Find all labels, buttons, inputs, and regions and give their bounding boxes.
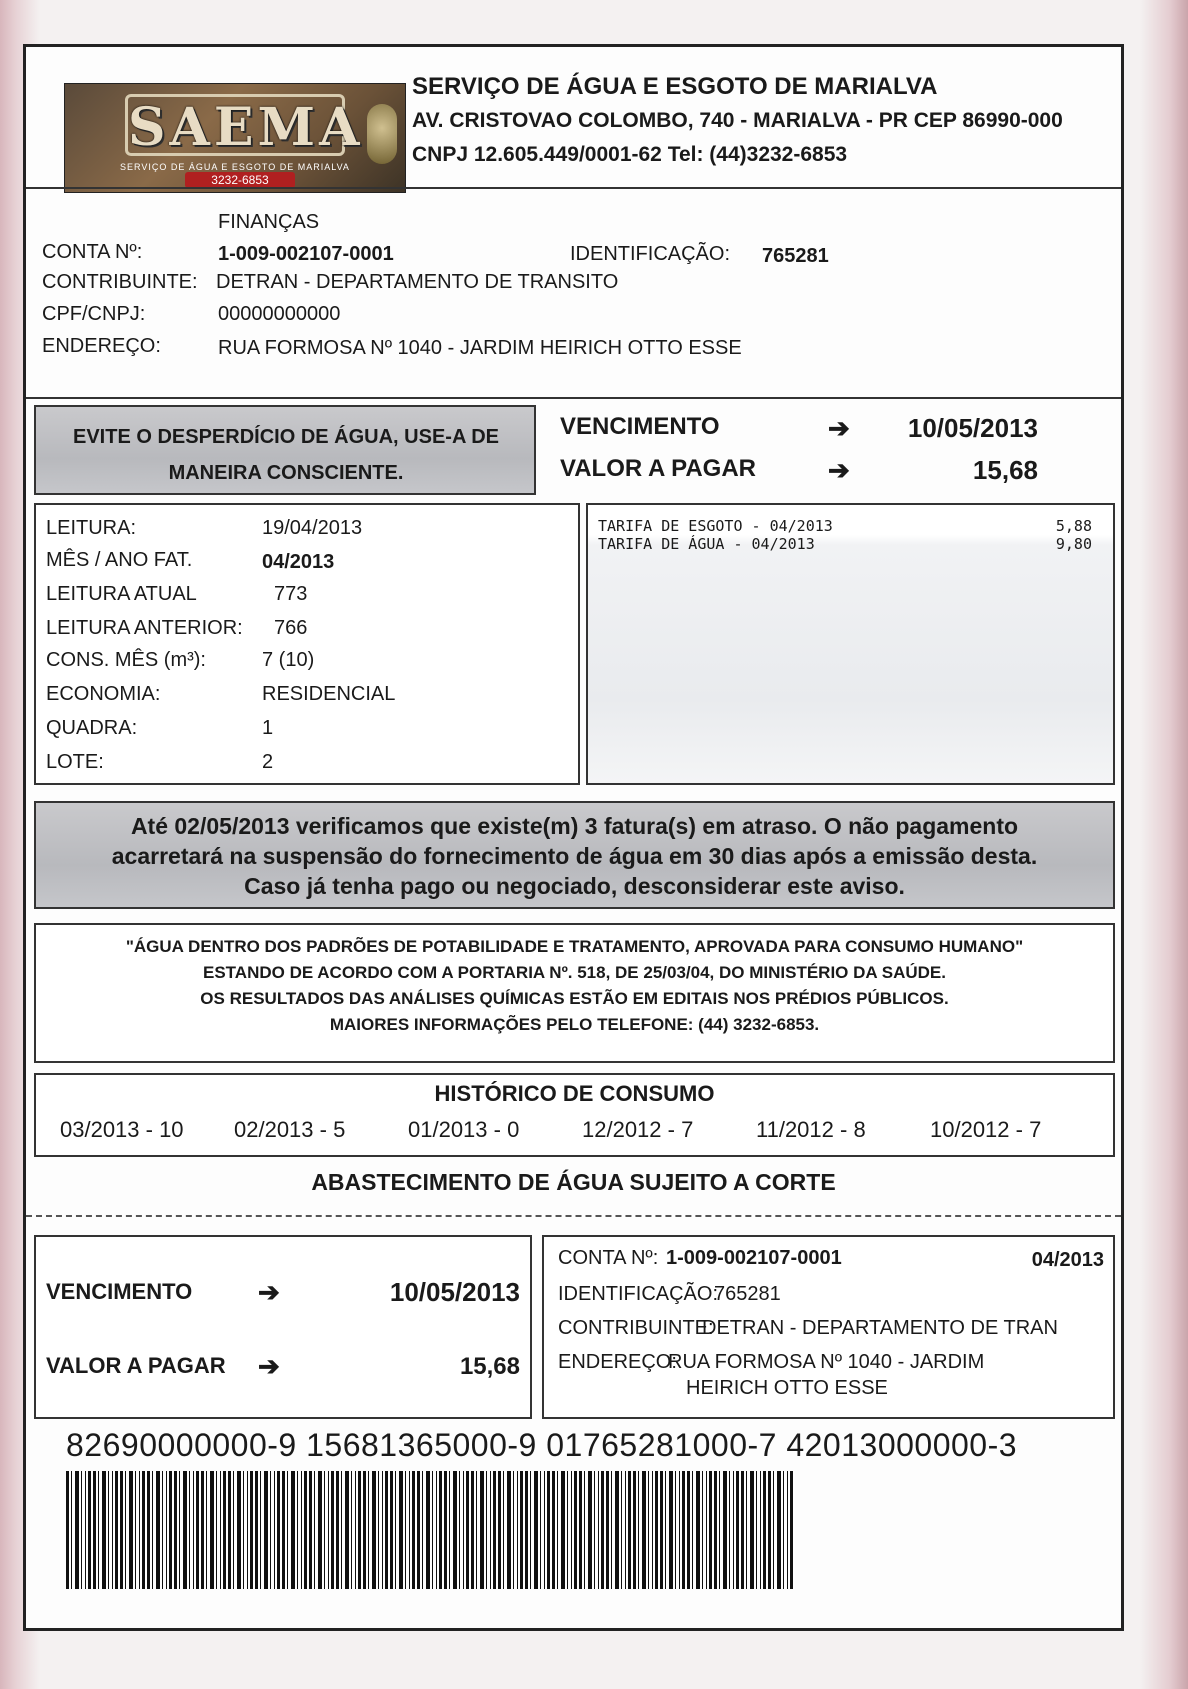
section-title: FINANÇAS — [218, 211, 320, 233]
tariff-label-0: TARIFA DE ESGOTO - 04/2013 — [598, 517, 833, 535]
company-cnpj: CNPJ 12.605.449/0001-62 Tel: (44)3232-6853 — [412, 143, 848, 166]
history-item: 11/2012 - 8 — [756, 1117, 866, 1142]
logo-phone: 3232-6853 — [185, 172, 295, 188]
reading-value-6: 1 — [262, 717, 274, 739]
history-box — [34, 1073, 1115, 1157]
stub-ident-label: IDENTIFICAÇÃO: — [558, 1283, 719, 1305]
conta-value: 1-009-002107-0001 — [218, 243, 394, 265]
end-label: ENDEREÇO: — [42, 335, 161, 357]
reading-label-3: LEITURA ANTERIOR: — [46, 617, 243, 639]
tariff-box — [586, 503, 1115, 785]
stub-period: 04/2013 — [1031, 1249, 1104, 1271]
quality-line-1: "ÁGUA DENTRO DOS PADRÕES DE POTABILIDADE E TRATAMENTO, APROVADA PARA CONSUMO HUMANO" — [125, 937, 1024, 956]
reading-label-6: QUADRA: — [46, 717, 138, 739]
logo-wordmark: SAEMA — [125, 94, 345, 156]
stub-amount-value: 15,68 — [459, 1353, 520, 1380]
stub-due-date: 10/05/2013 — [389, 1277, 520, 1307]
reading-label-1: MÊS / ANO FAT. — [46, 549, 193, 571]
stub-ident-value: 765281 — [714, 1283, 781, 1305]
cpf-value: 00000000000 — [218, 303, 341, 325]
arrow-right-icon: ➔ — [828, 413, 850, 443]
history-item: 02/2013 - 5 — [234, 1117, 346, 1142]
contrib-value: DETRAN - DEPARTAMENTO DE TRANSITO — [216, 271, 619, 293]
header-divider — [26, 187, 1121, 189]
stub-amount-label: VALOR A PAGAR — [46, 1353, 226, 1378]
history-item: 10/2012 - 7 — [930, 1117, 1042, 1142]
stub-account-box — [542, 1235, 1115, 1419]
reading-value-0: 19/04/2013 — [262, 517, 363, 539]
history-item: 03/2013 - 10 — [60, 1117, 184, 1142]
stub-contrib-label: CONTRIBUINTE: — [558, 1317, 714, 1339]
stub-end-value-2: HEIRICH OTTO ESSE — [686, 1377, 888, 1399]
reading-label-4: CONS. MÊS (m³): — [46, 649, 206, 671]
tip-text: EVITE O DESPERDÍCIO DE ÁGUA, USE-A DE MANEIRA CONSCIENTE. — [73, 426, 499, 484]
tariff-value-1: 9,80 — [1055, 535, 1092, 553]
cut-line — [26, 1215, 1121, 1217]
cpf-label: CPF/CNPJ: — [42, 303, 146, 325]
tip-box — [34, 405, 536, 495]
conta-label: CONTA Nº: — [42, 241, 143, 263]
amount-label: VALOR A PAGAR — [560, 455, 756, 482]
water-bill — [23, 44, 1124, 1631]
reading-value-2: 773 — [274, 583, 308, 605]
payment-barcode — [66, 1471, 795, 1589]
due-date: 10/05/2013 — [907, 413, 1038, 443]
due-label: VENCIMENTO — [560, 413, 720, 440]
tariff-label-1: TARIFA DE ÁGUA - 04/2013 — [598, 535, 815, 553]
company-name: SERVIÇO DE ÁGUA E ESGOTO DE MARIALVA — [412, 73, 938, 100]
reading-label-7: LOTE: — [46, 751, 104, 773]
reading-value-5: RESIDENCIAL — [262, 683, 396, 705]
company-address: AV. CRISTOVAO COLOMBO, 740 - MARIALVA - PR CEP 86990-000 — [412, 109, 1063, 132]
contrib-label: CONTRIBUINTE: — [42, 271, 198, 293]
arrow-right-icon: ➔ — [258, 1277, 280, 1307]
saema-logo — [64, 83, 406, 193]
notice-line-1: Até 02/05/2013 verificamos que existe(m) 3 fatura(s) em atraso. O não pagamento — [130, 813, 1019, 839]
quality-line-4: MAIORES INFORMAÇÕES PELO TELEFONE: (44) 3232-6853. — [329, 1015, 820, 1034]
barcode-number: 82690000000-9 15681365000-9 01765281000-7 42013000000-3 — [66, 1427, 1018, 1463]
stub-end-label: ENDEREÇO: — [558, 1351, 677, 1373]
ident-value: 765281 — [762, 245, 829, 267]
stub-end-value-1: RUA FORMOSA Nº 1040 - JARDIM — [668, 1351, 985, 1373]
notice-line-2: acarretará na suspensão do fornecimento de água em 30 dias após a emissão desta. — [111, 843, 1038, 869]
stub-contrib-value: DETRAN - DEPARTAMENTO DE TRAN — [702, 1317, 1058, 1339]
reading-value-1: 04/2013 — [262, 551, 335, 573]
reading-value-4: 7 (10) — [262, 649, 315, 671]
gauge-icon — [367, 104, 397, 164]
history-title: HISTÓRICO DE CONSUMO — [434, 1081, 715, 1106]
logo-subtitle: SERVIÇO DE ÁGUA E ESGOTO DE MARIALVA — [120, 162, 350, 172]
stub-conta-value: 1-009-002107-0001 — [666, 1247, 842, 1269]
account-divider — [26, 397, 1121, 399]
notice-line-3: Caso já tenha pago ou negociado, desconsiderar este aviso. — [244, 873, 905, 899]
reading-label-2: LEITURA ATUAL — [46, 583, 197, 605]
tariff-value-0: 5,88 — [1055, 517, 1092, 535]
reading-value-7: 2 — [262, 751, 274, 773]
cut-warning: ABASTECIMENTO DE ÁGUA SUJEITO A CORTE — [311, 1169, 836, 1195]
overdue-notice — [34, 801, 1115, 909]
amount-value: 15,68 — [972, 455, 1038, 485]
reading-label-0: LEITURA: — [46, 517, 137, 539]
arrow-right-icon: ➔ — [258, 1351, 280, 1381]
reading-label-5: ECONOMIA: — [46, 683, 161, 705]
stub-due-box — [34, 1235, 532, 1419]
reading-box — [34, 503, 580, 785]
stub-due-label: VENCIMENTO — [46, 1279, 193, 1304]
ident-label: IDENTIFICAÇÃO: — [570, 243, 731, 265]
quality-box — [34, 923, 1115, 1063]
quality-line-3: OS RESULTADOS DAS ANÁLISES QUÍMICAS ESTÃO EM EDITAIS NOS PRÉDIOS PÚBLICOS. — [200, 989, 949, 1008]
history-item: 12/2012 - 7 — [582, 1117, 694, 1142]
quality-line-2: ESTANDO DE ACORDO COM A PORTARIA Nº. 518, DE 25/03/04, DO MINISTÉRIO DA SAÚDE. — [203, 963, 946, 982]
arrow-right-icon: ➔ — [828, 455, 850, 485]
reading-value-3: 766 — [274, 617, 308, 639]
stub-conta-label: CONTA Nº: — [558, 1247, 659, 1269]
history-item: 01/2013 - 0 — [408, 1117, 520, 1142]
end-value: RUA FORMOSA Nº 1040 - JARDIM HEIRICH OTTO ESSE — [218, 337, 742, 359]
